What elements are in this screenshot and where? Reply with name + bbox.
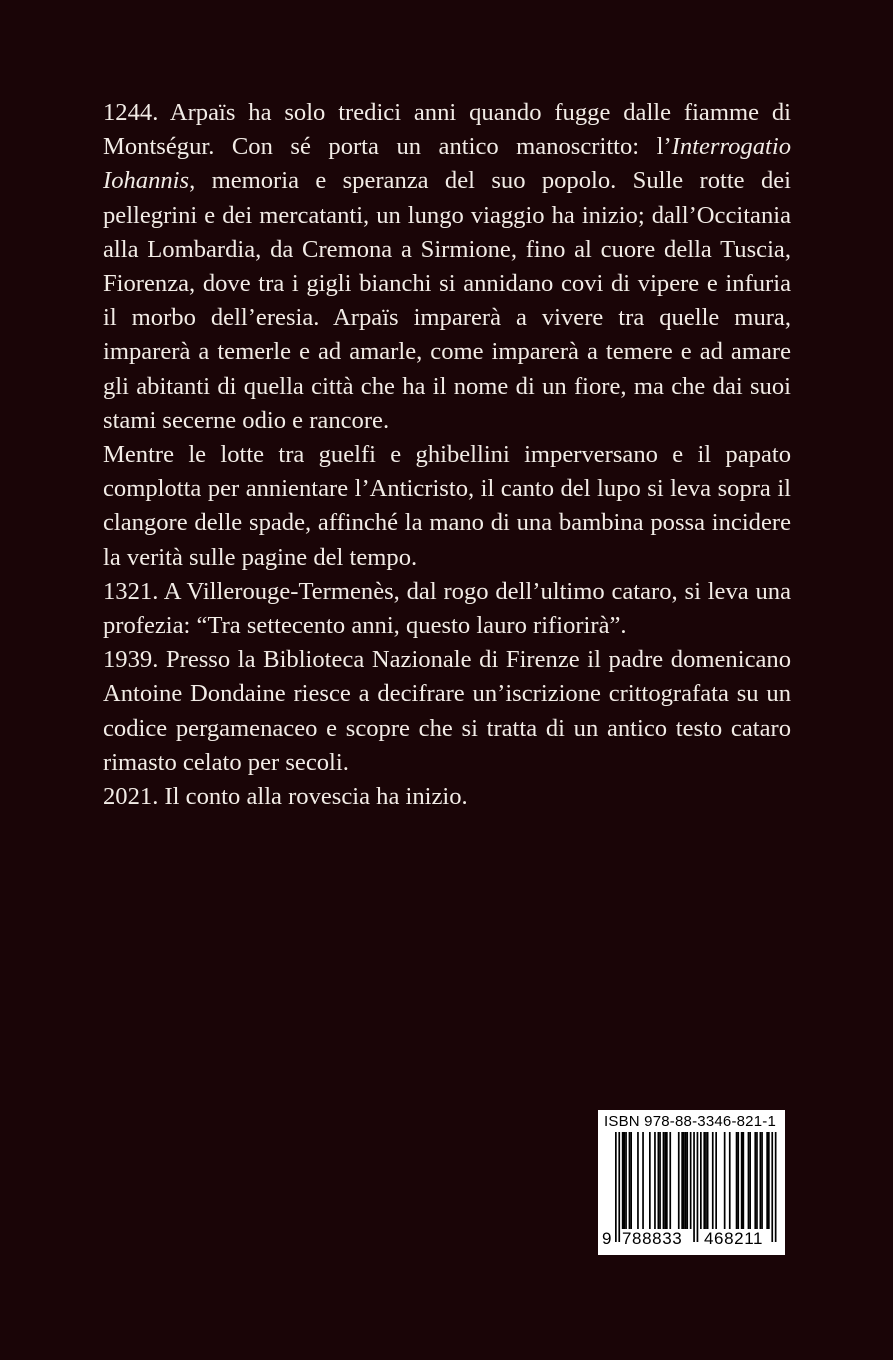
barcode-bar xyxy=(685,1132,687,1229)
barcode-bar xyxy=(629,1132,631,1229)
barcode-bar xyxy=(686,1132,688,1229)
barcode-digits-right: 468211 xyxy=(704,1229,764,1248)
isbn-barcode xyxy=(598,1110,785,1255)
barcode-guard-bar xyxy=(618,1132,620,1242)
blurb-paragraph-2: Mentre le lotte tra guelfi e ghibellini imperversano e il papato complotta per annientare l’Anticristo, il canto del lupo si leva sopra il clangore delle spade, affinché la mano di una bambina possa incidere la verità sulle pagine del tempo. xyxy=(103,441,791,571)
barcode-guard-bar xyxy=(697,1132,699,1242)
barcode-bar xyxy=(659,1132,661,1229)
barcode-bar xyxy=(700,1132,702,1229)
blurb-paragraph-1-start: 1244. Arpaïs ha solo tredici anni quando fugge dalle fiamme di Montségur. Con sé porta un antico manoscritto: l’ xyxy=(103,99,791,161)
barcode-bar xyxy=(756,1132,758,1229)
manuscript-title: Interrogatio Iohannis xyxy=(103,133,791,195)
barcode-bar xyxy=(754,1132,756,1229)
barcode-bar xyxy=(729,1132,731,1229)
barcode-bar xyxy=(658,1132,660,1229)
barcode-bar xyxy=(622,1132,624,1229)
barcode-bar xyxy=(625,1132,627,1229)
barcode-bar xyxy=(642,1132,644,1229)
barcode-bar xyxy=(678,1132,680,1229)
barcode-bar xyxy=(768,1132,770,1229)
barcode-bar xyxy=(683,1132,685,1229)
barcode-bar xyxy=(724,1132,726,1229)
barcode-bar xyxy=(654,1132,656,1229)
barcode-bar xyxy=(712,1132,714,1229)
barcode-bar xyxy=(715,1132,717,1229)
barcode-bar xyxy=(690,1132,692,1229)
barcode-guard-bar xyxy=(615,1132,617,1242)
barcode-bar xyxy=(630,1132,632,1229)
barcode-bar xyxy=(663,1132,665,1229)
barcode-bar xyxy=(748,1132,750,1229)
barcode-bar xyxy=(761,1132,763,1229)
barcode-bar xyxy=(736,1132,738,1229)
barcode-guard-bar xyxy=(775,1132,777,1242)
barcode-bar xyxy=(637,1132,639,1229)
barcode-bar xyxy=(681,1132,683,1229)
barcode-bar xyxy=(737,1132,739,1229)
barcode-bar xyxy=(666,1132,668,1229)
barcode-bar xyxy=(649,1132,651,1229)
blurb-paragraph-5: 2021. Il conto alla rovescia ha inizio. xyxy=(103,783,468,811)
back-cover-blurb xyxy=(103,96,791,814)
barcode-bar xyxy=(766,1132,768,1229)
blurb-paragraph-1-end: , memoria e speranza del suo popolo. Sulle rotte dei pellegrini e dei mercatanti, un lungo viaggio ha inizio; dall’Occitania alla Lombardia, da Cremona a Sirmione, fino al cuore della Tuscia, Fiorenza, dove tra i gigli bianchi si annidano covi di vipere e infuria il morbo dell’eresia. Arpaïs imparerà a vivere tra quelle mura, imparerà a temerle e ad amarle, come imparerà a temere e ad amare gli abitanti di quella città che ha il nome di un fiore, ma che dai suoi stami secerne odio e rancore. xyxy=(103,167,791,434)
isbn-label: ISBN 978-88-3346-821-1 xyxy=(604,1113,777,1130)
barcode-bar xyxy=(669,1132,671,1229)
barcode-bar xyxy=(624,1132,626,1229)
barcode-digits-left: 788833 xyxy=(622,1229,683,1248)
barcode-guard-bar xyxy=(771,1132,773,1242)
barcode-bar xyxy=(703,1132,705,1229)
blurb-paragraph-1 xyxy=(103,96,791,438)
barcode-bar xyxy=(707,1132,709,1229)
barcode-bar xyxy=(705,1132,707,1229)
blurb-paragraph-4: 1939. Presso la Biblioteca Nazionale di Firenze il padre domenicano Antoine Dondaine riesce a decifrare un’iscrizione crittografata su un codice pergamenaceo e scopre che si tratta di un antico testo cataro rimasto celato per secoli. xyxy=(103,646,791,776)
barcode-bar xyxy=(741,1132,743,1229)
barcode-bar xyxy=(664,1132,666,1229)
barcode-bar xyxy=(749,1132,751,1229)
blurb-paragraph-3: 1321. A Villerouge-Termenès, dal rogo dell’ultimo cataro, si leva una profezia: “Tra settecento anni, questo lauro rifiorirà”. xyxy=(103,577,791,640)
barcode-digit-first: 9 xyxy=(602,1229,613,1248)
barcode-bar xyxy=(743,1132,745,1229)
barcode-bar xyxy=(760,1132,762,1229)
barcode-guard-bar xyxy=(693,1132,695,1242)
